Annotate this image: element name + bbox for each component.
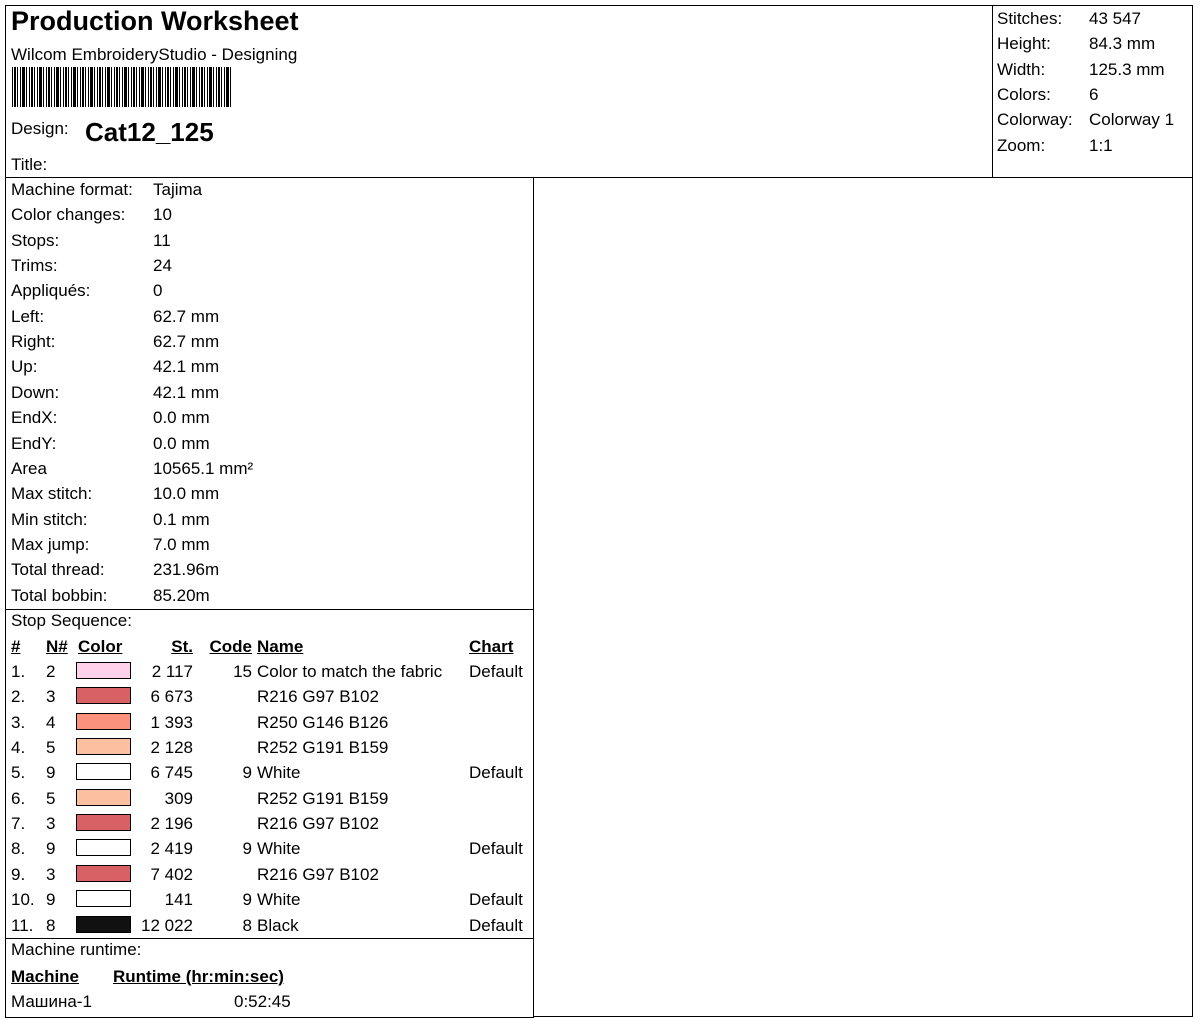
info-label: Color changes: (11, 205, 126, 225)
barcode (12, 67, 232, 107)
stop-name: R216 G97 B102 (257, 864, 379, 884)
col-code: Code (209, 637, 252, 656)
info-row (6, 278, 533, 303)
info-row (6, 405, 533, 430)
stop-n: 5 (46, 788, 56, 808)
color-swatch (76, 713, 131, 730)
stop-num: 1. (11, 662, 26, 681)
stop-row (6, 786, 533, 811)
stop-n: 2 (46, 662, 56, 681)
info-label: Total thread: (11, 560, 105, 580)
info-row (6, 304, 533, 329)
color-swatch (76, 916, 131, 933)
info-label: Stops: (11, 230, 60, 250)
info-label: Left: (11, 306, 45, 326)
stop-stitches: 2 196 (150, 814, 193, 834)
info-label: Max jump: (11, 534, 90, 554)
stop-name: White (257, 763, 301, 783)
summary-value: 6 (1089, 84, 1099, 104)
stop-chart: Default (469, 915, 523, 935)
stop-row (6, 836, 533, 861)
runtime-box (5, 938, 534, 1018)
stop-name: R250 G146 B126 (257, 712, 389, 732)
stop-n: 9 (46, 763, 56, 783)
stop-row (6, 684, 533, 709)
info-label: Appliqués: (11, 281, 91, 301)
summary-box (992, 5, 1193, 178)
summary-value: Colorway 1 (1089, 110, 1175, 130)
info-label: EndX: (11, 408, 58, 428)
stop-code: 8 (242, 915, 252, 935)
stop-num: 8. (11, 839, 26, 859)
info-value: 10 (153, 205, 172, 225)
stop-sequence-title: Stop Sequence: (11, 611, 132, 630)
stop-n: 3 (46, 864, 56, 884)
stop-sequence-box (5, 609, 534, 939)
stop-num: 3. (11, 712, 26, 732)
info-label: Up: (11, 357, 38, 377)
info-value: 0 (153, 281, 163, 301)
stop-num: 10. (11, 890, 35, 910)
color-swatch (76, 814, 131, 831)
stop-stitches: 309 (164, 788, 193, 808)
stop-stitches: 6 745 (150, 763, 193, 783)
stop-row (6, 862, 533, 887)
stop-name: R216 G97 B102 (257, 814, 379, 834)
color-swatch (76, 687, 131, 704)
stop-chart: Default (469, 662, 523, 681)
stop-row (6, 811, 533, 836)
info-label: Down: (11, 382, 60, 402)
stop-code: 9 (242, 763, 252, 783)
info-value: 11 (153, 230, 171, 250)
page-title: Production Worksheet (11, 6, 299, 36)
machine-name: Машина-1 (11, 992, 92, 1011)
summary-label: Colors: (997, 84, 1051, 104)
stop-chart: Default (469, 839, 523, 859)
col-machine: Machine (11, 967, 80, 986)
stop-num: 9. (11, 864, 26, 884)
stop-num: 7. (11, 814, 26, 834)
stop-n: 9 (46, 839, 56, 859)
info-label: Max stitch: (11, 484, 93, 504)
summary-value: 84.3 mm (1089, 34, 1156, 54)
design-preview-area (533, 177, 1193, 1017)
info-row (6, 431, 533, 456)
stop-num: 11. (11, 915, 34, 935)
col-name: Name (257, 637, 304, 656)
info-label: Right: (11, 332, 56, 352)
stop-n: 4 (46, 712, 56, 732)
runtime-row (6, 989, 533, 1014)
design-label: Design: (11, 119, 69, 138)
stop-sequence-header (6, 634, 533, 659)
info-value: 24 (153, 256, 172, 276)
stop-row (6, 913, 533, 938)
info-row (6, 253, 533, 278)
stop-name: R252 G191 B159 (257, 788, 389, 808)
info-label: Trims: (11, 256, 58, 276)
stop-row (6, 887, 533, 912)
info-value: 62.7 mm (153, 306, 220, 326)
stop-row (6, 710, 533, 735)
title-label: Title: (11, 155, 48, 174)
info-value: 0.0 mm (153, 408, 210, 428)
stop-n: 3 (46, 687, 56, 707)
col-n: N# (46, 637, 68, 656)
info-row (6, 202, 533, 227)
info-row (6, 481, 533, 506)
color-swatch (76, 865, 131, 882)
stop-num: 6. (11, 788, 26, 808)
stop-row (6, 735, 533, 760)
info-row (6, 228, 533, 253)
machine-runtime: 0:52:45 (234, 992, 291, 1011)
stop-code: 9 (242, 839, 252, 859)
color-swatch (76, 763, 131, 780)
info-value: 42.1 mm (153, 357, 220, 377)
info-value: 10565.1 mm² (153, 458, 254, 478)
design-name: Cat12_125 (85, 117, 214, 147)
summary-label: Width: (997, 59, 1046, 79)
stop-stitches: 141 (164, 890, 193, 910)
stop-n: 3 (46, 814, 56, 834)
stop-chart: Default (469, 890, 523, 910)
info-value: Tajima (153, 180, 203, 199)
stop-name: Black (257, 915, 299, 935)
runtime-title: Machine runtime: (11, 940, 142, 959)
summary-value: 1:1 (1089, 135, 1113, 155)
summary-value: 125.3 mm (1089, 59, 1165, 79)
stop-stitches: 7 402 (150, 864, 193, 884)
col-num: # (11, 637, 21, 656)
runtime-header (6, 964, 533, 989)
info-value: 0.1 mm (153, 509, 210, 529)
stop-stitches: 2 419 (150, 839, 193, 859)
info-value: 231.96m (153, 560, 220, 580)
info-row (6, 177, 533, 202)
info-row (6, 354, 533, 379)
stop-name: White (257, 890, 301, 910)
summary-row (993, 57, 1192, 82)
stop-name: R216 G97 B102 (257, 687, 379, 707)
stop-row (6, 760, 533, 785)
summary-row (993, 133, 1192, 158)
col-st: St. (171, 637, 193, 656)
info-value: 0.0 mm (153, 433, 210, 453)
stop-num: 4. (11, 738, 26, 758)
summary-label: Stitches: (997, 9, 1063, 28)
stop-code: 15 (233, 662, 252, 681)
info-value: 62.7 mm (153, 332, 220, 352)
stop-row (6, 659, 533, 684)
info-label: EndY: (11, 433, 57, 453)
stop-num: 5. (11, 763, 26, 783)
summary-row (993, 82, 1192, 107)
summary-row (993, 107, 1192, 132)
stop-n: 8 (46, 915, 56, 935)
summary-label: Height: (997, 34, 1051, 54)
color-swatch (76, 738, 131, 755)
info-row (6, 557, 533, 582)
stop-n: 5 (46, 738, 56, 758)
col-runtime: Runtime (hr:min:sec) (113, 967, 284, 986)
stop-name: R252 G191 B159 (257, 738, 389, 758)
info-row (6, 583, 533, 608)
stop-stitches: 2 128 (150, 738, 193, 758)
summary-row (993, 31, 1192, 56)
info-value: 42.1 mm (153, 382, 220, 402)
info-value: 85.20m (153, 585, 210, 605)
stop-num: 2. (11, 687, 26, 707)
info-value: 10.0 mm (153, 484, 220, 504)
info-row (6, 329, 533, 354)
col-color: Color (78, 637, 123, 656)
info-box (5, 177, 534, 610)
summary-label: Colorway: (997, 110, 1073, 130)
stop-name: Color to match the fabric (257, 662, 443, 681)
col-chart: Chart (469, 637, 514, 656)
info-label: Min stitch: (11, 509, 88, 529)
summary-value: 43 547 (1089, 9, 1141, 28)
summary-label: Zoom: (997, 135, 1046, 155)
summary-row (993, 6, 1192, 31)
color-swatch (76, 662, 131, 679)
info-row (6, 532, 533, 557)
info-row (6, 380, 533, 405)
stop-stitches: 2 117 (151, 662, 193, 681)
stop-n: 9 (46, 890, 56, 910)
color-swatch (76, 890, 131, 907)
stop-stitches: 12 022 (141, 915, 193, 935)
stop-stitches: 6 673 (150, 687, 193, 707)
info-value: 7.0 mm (153, 534, 210, 554)
color-swatch (76, 789, 131, 806)
info-label: Machine format: (11, 180, 133, 199)
stop-stitches: 1 393 (150, 712, 193, 732)
stop-chart: Default (469, 763, 523, 783)
info-row (6, 456, 533, 481)
info-label: Area (11, 458, 47, 478)
stop-code: 9 (242, 890, 252, 910)
stop-name: White (257, 839, 301, 859)
info-label: Total bobbin: (11, 585, 108, 605)
color-swatch (76, 839, 131, 856)
subtitle: Wilcom EmbroideryStudio - Designing (11, 45, 298, 64)
info-row (6, 507, 533, 532)
